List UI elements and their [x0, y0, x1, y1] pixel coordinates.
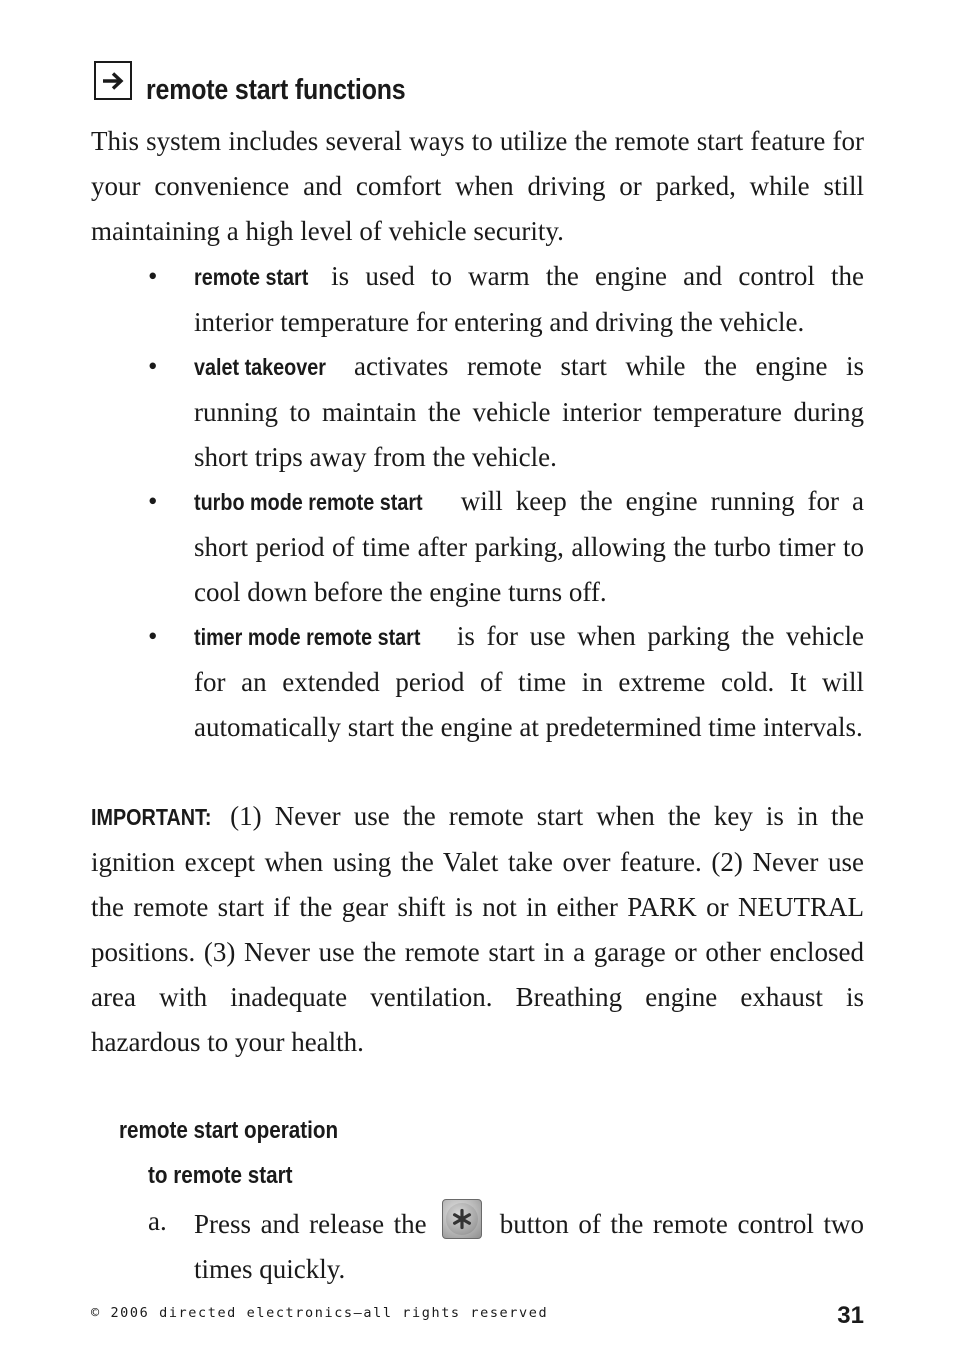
operation-heading: remote start operation [119, 1117, 339, 1144]
bullet-icon: • [148, 621, 158, 651]
bullet-icon: • [148, 261, 158, 291]
section-title: remote start functions [146, 74, 406, 106]
step-letter: a. [148, 1206, 167, 1236]
important-label: IMPORTANT: [91, 804, 212, 830]
intro-paragraph: This system includes several ways to utilize the remote start feature for your convenience and comfort when driving or parked, while still maintaining a high level of vehicle security. [91, 126, 864, 246]
operation-subheading: to remote start [148, 1162, 293, 1189]
list-item-text [194, 614, 864, 750]
arrow-right-icon [94, 61, 132, 100]
list-item-text [194, 344, 864, 480]
feature-description: will keep the engine running for a short period of time after parking, allowing the turbo timer to cool down before the engine turns off. [194, 486, 864, 607]
feature-description: is used to warm the engine and control the interior temperature for entering and driving the vehicle. [194, 261, 864, 337]
feature-term: turbo mode remote start [194, 489, 423, 515]
step-text [194, 1199, 864, 1292]
feature-term: valet takeover [194, 354, 326, 380]
feature-term: remote start [194, 264, 309, 290]
list-item-text [194, 479, 864, 615]
feature-description: activates remote start while the engine is running to maintain the vehicle interior temperature during short trips away from the vehicle. [194, 351, 864, 472]
bullet-icon: • [148, 486, 158, 516]
feature-description: is for use when parking the vehicle for an extended period of time in extreme cold. It will automatically start the engine at predetermined time intervals. [194, 621, 864, 742]
page-number: 31 [837, 1302, 864, 1329]
asterisk-button-icon [442, 1199, 482, 1239]
step-text-before: Press and release the [194, 1209, 437, 1239]
feature-term: timer mode remote start [194, 624, 421, 650]
step-text-after: button of the remote control two times quickly. [194, 1209, 865, 1284]
important-notice [91, 794, 864, 1065]
copyright-footer: © 2006 directed electronics—all rights reserved [91, 1305, 549, 1321]
list-item-text [194, 254, 864, 345]
bullet-icon: • [148, 351, 158, 381]
important-text: (1) Never use the remote start when the key is in the ignition except when using the Valet take over feature. (2) Never use the remote start if the gear shift is not in either PARK or NEUTRAL positions. (3) Never use the remote start in a garage or other enclosed area with inadequate ventilation. Breathing engine exhaust is hazardous to your health. [91, 801, 864, 1057]
